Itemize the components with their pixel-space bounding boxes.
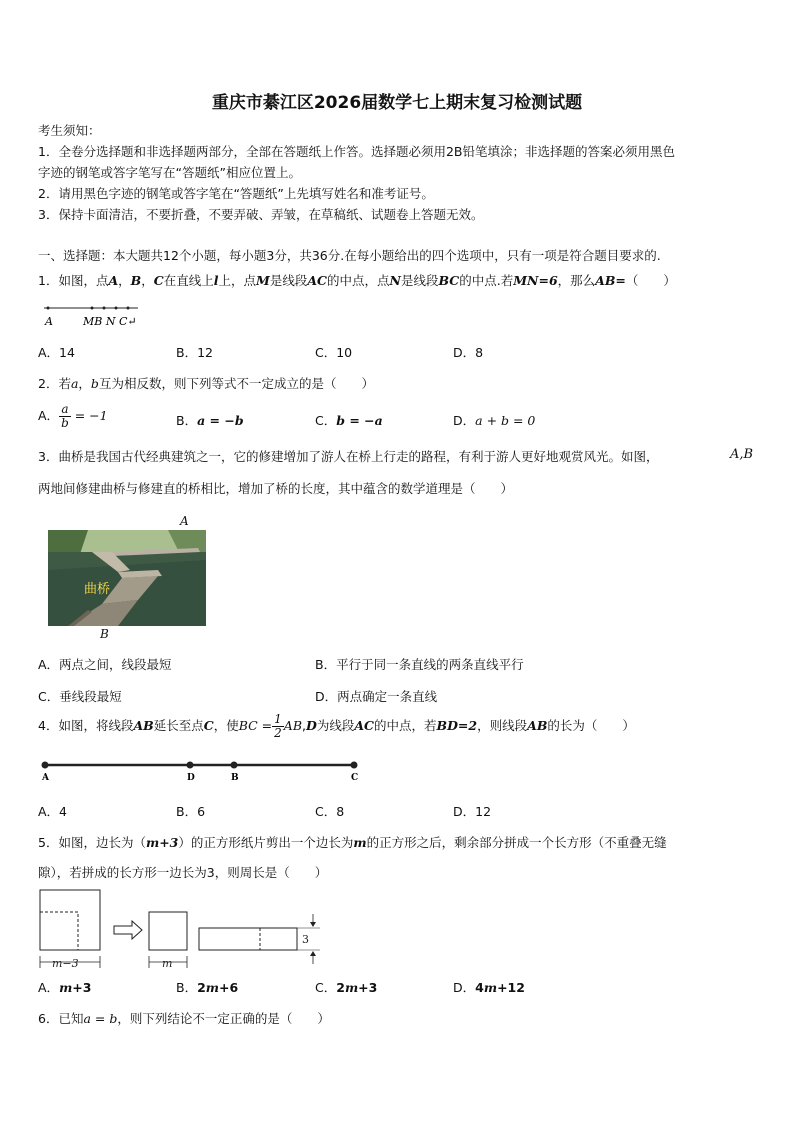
q3-option-d: D．两点确定一条直线 <box>315 689 438 704</box>
q2-option-c: C．b = −a <box>315 413 383 428</box>
q1-label-a: A <box>45 315 53 328</box>
notice-line-2: 2．请用黑色字迹的钢笔或答字笔在“答题纸”上先填写姓名和准考证号。 <box>38 186 434 201</box>
q4-label-a: A <box>42 773 49 783</box>
question-6-text: 6．已知a = b，则下列结论不一定正确的是（ ） <box>38 1011 330 1026</box>
q1-option-d: D．8 <box>453 345 484 360</box>
section-heading: 一、选择题：本大题共12个小题，每小题3分，共36分.在每小题给出的四个选项中，只有一项是符合题目要求的. <box>38 248 661 263</box>
q2-option-a: A． $\frac{a}{b}$ = −1 <box>38 402 108 430</box>
q5-label-m: m <box>162 957 173 970</box>
q3-photo-label-a: A <box>180 514 189 528</box>
q4-option-d: D．12 <box>453 804 492 819</box>
q4-option-b: B．6 <box>176 804 206 819</box>
q5-label-m-minus-3: m−3 <box>52 957 79 970</box>
q2-option-b: B．a = −b <box>176 413 244 428</box>
q3-option-a: A．两点之间，线段最短 <box>38 657 172 672</box>
q5-option-a: A．m+3 <box>38 980 92 995</box>
question-3-line-1: 3．曲桥是我国古代经典建筑之一，它的修建增加了游人在桥上行走的路程，有利于游人更好地观赏风光。如图， <box>38 449 659 464</box>
bridge-photo <box>48 530 206 626</box>
q1-option-a: A．14 <box>38 345 75 360</box>
question-1-text: 1．如图，点A，B，C在直线上l上，点M是线段AC的中点，点N是线段BC的中点.若MN=6，那么AB=（ ） <box>38 273 676 288</box>
question-3-line-2: 两地间修建曲桥与修建直的桥相比，增加了桥的长度，其中蕴含的数学道理是（ ） <box>38 481 514 496</box>
notice-line-1a: 1．全卷分选择题和非选择题两部分，全部在答题纸上作答。选择题必须用2B铅笔填涂；非选择题的答案必须用黑色 <box>38 144 675 159</box>
q3-option-c: C．垂线段最短 <box>38 689 122 704</box>
question-4-text: 4．如图，将线段AB延长至点C，使BC = $\frac{1}{2}$ AB,D为线段AC的中点，若BD=2，则线段AB的长为（ ） <box>38 712 635 740</box>
q5-option-d: D．4m+12 <box>453 980 525 995</box>
q4-line-figure <box>36 758 366 784</box>
q1-line-figure <box>40 300 150 330</box>
bridge-photo-label: 曲桥 <box>84 582 111 597</box>
q1-option-c: C．10 <box>315 345 353 360</box>
notice-line-1b: 字迹的钢笔或答字笔写在“答题纸”相应位置上。 <box>38 165 301 180</box>
q4-option-c: C．8 <box>315 804 345 819</box>
q3-photo-label-b: B <box>100 627 109 641</box>
q5-option-b: B．2m+6 <box>176 980 239 995</box>
q1-option-b: B．12 <box>176 345 213 360</box>
q2-option-d: D．a + b = 0 <box>453 413 536 428</box>
q4-label-c: C <box>351 773 359 783</box>
q3-option-b: B．平行于同一条直线的两条直线平行 <box>315 657 524 672</box>
q4-label-d: D <box>187 773 195 783</box>
q5-label-three: 3 <box>302 933 309 946</box>
q5-figure <box>36 886 336 972</box>
q3-ab-label: A,B <box>730 447 754 462</box>
question-5-line-1: 5．如图，边长为（m+3）的正方形纸片剪出一个边长为m的正方形之后，剩余部分拼成一个长方形（不重叠无缝 <box>38 835 667 850</box>
q1-label-rest: MB N C↵ <box>83 315 137 328</box>
notice-heading: 考生须知： <box>38 123 101 138</box>
notice-line-3: 3．保持卡面清洁，不要折叠，不要弄破、弄皱，在草稿纸、试题卷上答题无效。 <box>38 207 484 222</box>
q5-option-c: C．2m+3 <box>315 980 378 995</box>
question-2-text: 2．若a，b互为相反数，则下列等式不一定成立的是（ ） <box>38 376 374 391</box>
q4-label-b: B <box>231 773 239 783</box>
question-5-line-2: 隙），若拼成的长方形一边长为3，则周长是（ ） <box>38 865 328 880</box>
page-title: 重庆市綦江区2026届数学七上期末复习检测试题 <box>211 93 583 113</box>
q4-option-a: A．4 <box>38 804 68 819</box>
